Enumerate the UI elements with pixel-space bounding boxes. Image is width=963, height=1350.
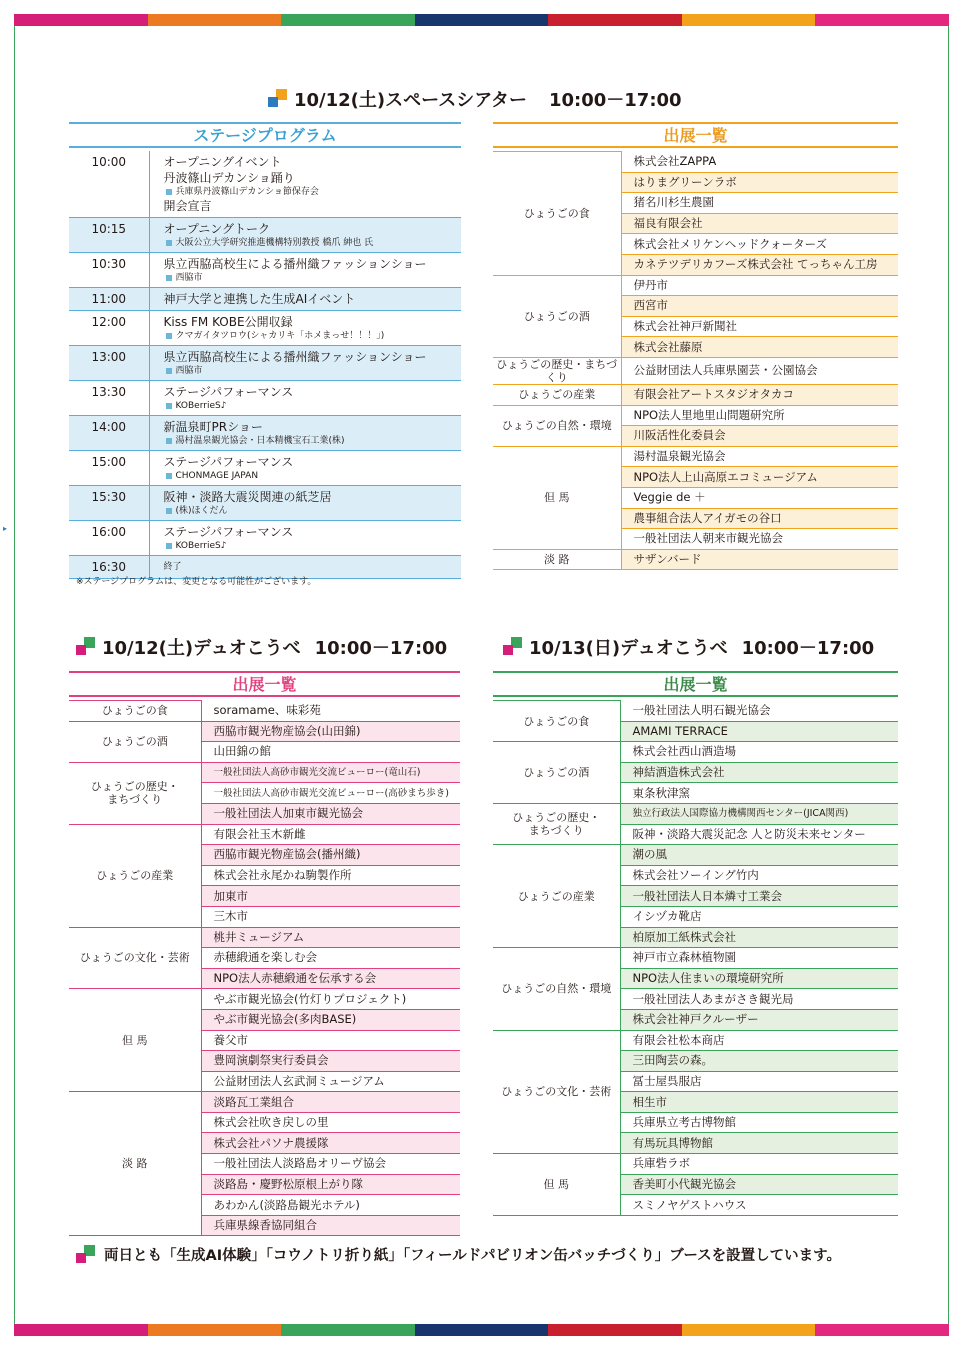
exhibitor-name: 香美町小代観光協会 [620, 1174, 898, 1195]
stage-time: 13:30 [69, 381, 149, 416]
exhibit1-table [493, 151, 898, 570]
exhibitor-name: 株式会社パソナ農援隊 [201, 1133, 460, 1154]
exhibitor-name: サザンバード [621, 549, 898, 570]
stage-time: 15:00 [69, 451, 149, 486]
stripe-segment [682, 14, 816, 26]
stage-performer: 西脇市 [164, 272, 462, 284]
stage-program [149, 521, 461, 556]
stage-event: 県立西脇高校生による播州織ファッションショー [163, 350, 427, 364]
section1-title: 10/12(土)スペースシアター [294, 90, 527, 111]
bullet-icon [166, 333, 172, 339]
stage-row [69, 218, 461, 253]
category-label: ひょうごの食 [523, 206, 590, 220]
stage-performer: 西脇市 [164, 365, 462, 377]
list-item-row [493, 275, 898, 296]
list-item-row [493, 1030, 898, 1051]
exhibitor-name: 西宮市 [621, 296, 898, 317]
stage-time: 10:30 [69, 253, 149, 288]
stage-note: ※ステージプログラムは、変更となる可能性がございます。 [76, 577, 317, 587]
exhibit1-title: 出展一覧 [493, 122, 898, 148]
exhibitor-name: やぶ市観光協会(竹灯りプロジェクト) [201, 989, 460, 1010]
exhibitor-name: イシヅカ靴店 [620, 906, 898, 927]
exhibitor-name: 一般社団法人高砂市観光交流ビューロー(竜山石) [201, 762, 460, 783]
exhibitor-name: 湯村温泉観光協会 [621, 446, 898, 467]
stage-row [69, 311, 461, 346]
stage-program [149, 253, 461, 288]
stage-event: ステージパフォーマンス [163, 525, 294, 539]
exhibitor-name: 一般社団法人あまがさき観光局 [620, 989, 898, 1010]
category-label: ひょうごの酒 [523, 309, 590, 323]
list-item-row [493, 803, 898, 824]
section1-header [268, 86, 682, 112]
category-label: ひょうごの歴史・ [512, 811, 601, 825]
list-item-row [69, 762, 460, 783]
list-item-row [493, 1154, 898, 1175]
category-label: ひょうごの食 [523, 714, 590, 728]
exhibit2-table [69, 700, 460, 1236]
bullet-icon [166, 240, 172, 246]
exhibitor-name: 兵庫県立考古博物館 [620, 1112, 898, 1133]
page-marker-icon: ▸ [3, 524, 8, 533]
stripe-segment [14, 1324, 148, 1336]
list-item-row [69, 927, 460, 948]
square-icon [76, 637, 96, 657]
stage-performer: 湯村温泉観光協会・日本精機宝石工業(株) [164, 435, 462, 447]
list-item-row [493, 446, 898, 467]
category-label: 淡 路 [122, 1157, 148, 1171]
bullet-icon [166, 368, 172, 374]
exhibitor-name: 有馬玩具博物館 [620, 1133, 898, 1154]
category-label: 但 馬 [544, 491, 570, 505]
category-label: ひょうごの文化・芸術 [79, 951, 190, 965]
stage-row [69, 288, 461, 311]
category-cell [493, 384, 621, 405]
stage-row [69, 346, 461, 381]
exhibitor-name: 相生市 [620, 1092, 898, 1113]
list-item-row [493, 384, 898, 405]
bullet-icon [166, 438, 172, 444]
stage-row [69, 451, 461, 486]
category-label: ひょうごの歴史・ [90, 780, 179, 794]
section2-title: 10/12(土)デュオこうべ [102, 638, 301, 659]
exhibitor-name: 独立行政法人国際協力機構関西センター(JICA関西) [620, 803, 898, 824]
exhibitor-name: 一般社団法人高砂市観光交流ビューロー(高砂まち歩き) [201, 783, 460, 804]
section2-header [76, 634, 447, 660]
exhibitor-name: 加東市 [201, 886, 460, 907]
stage-performer: クマガイタツロウ(シャカリキ「ホメまっせ！！！」) [164, 330, 462, 342]
stripe-segment [548, 14, 682, 26]
exhibitor-name: 養父市 [201, 1030, 460, 1051]
stage-event: オープニングイベント [163, 155, 282, 169]
exhibitor-name: 伊丹市 [621, 275, 898, 296]
stage-row [69, 416, 461, 451]
exhibitor-name: 三田陶芸の森。 [620, 1051, 898, 1072]
exhibitor-name: 淡路島・慶野松原根上がり隊 [201, 1174, 460, 1195]
section3-time: 10:00－17:00 [741, 638, 875, 659]
exhibitor-name: 株式会社西山酒造場 [620, 742, 898, 763]
list-item-row [493, 701, 898, 722]
list-item-row [493, 405, 898, 426]
exhibitor-name: Veggie de ＋ [621, 487, 898, 508]
stage-time: 15:30 [69, 486, 149, 521]
list-item-row [69, 989, 460, 1010]
exhibitor-name: 神戸市立森林植物園 [620, 948, 898, 969]
stage-row [69, 381, 461, 416]
exhibitor-name: 株式会社吹き戻しの里 [201, 1112, 460, 1133]
exhibitor-name: soramame、味彩苑 [201, 701, 460, 722]
exhibitor-name: 有限会社アートスタジオタカコ [621, 384, 898, 405]
stage-program [149, 218, 461, 253]
footer-note [76, 1244, 841, 1265]
stage-time: 16:30 [69, 556, 149, 579]
exhibitor-name: 公益財団法人玄武洞ミュージアム [201, 1071, 460, 1092]
exhibitor-name: 山田錦の館 [201, 742, 460, 763]
stage-program [149, 288, 461, 311]
exhibitor-name: 赤穂緞通を楽しむ会 [201, 948, 460, 969]
stage-event: 神戸大学と連携した生成AIイベント [163, 292, 356, 306]
exhibitor-name: 株式会社ZAPPA [621, 152, 898, 173]
bullet-icon [166, 473, 172, 479]
bullet-icon [166, 275, 172, 281]
stage-performer: 兵庫県丹波篠山デカンショ節保存会 [164, 186, 462, 198]
stripe-segment [148, 14, 282, 26]
category-cell [493, 948, 620, 1030]
exhibitor-name: 兵庫県線香協同組合 [201, 1215, 460, 1236]
stripe-segment [682, 1324, 816, 1336]
stage-performer: KOBerrieS♪ [164, 400, 462, 412]
list-item-row [493, 549, 898, 570]
stage-event: オープニングトーク [163, 222, 271, 236]
footer-text: 両日とも「生成AI体験」「コウノトリ折り紙」「フィールドパビリオン缶バッチづくり」ブースを設置しています。 [104, 1248, 841, 1264]
stage-title: ステージプログラム [69, 122, 461, 148]
list-item-row [493, 948, 898, 969]
exhibitor-name: カネテツデリカフーズ株式会社 てっちゃん工房 [621, 254, 898, 275]
exhibitor-name: はりまグリーンラボ [621, 172, 898, 193]
category-label: まちづくり [528, 824, 584, 838]
exhibit3-title: 出展一覧 [493, 671, 898, 697]
stage-time: 13:00 [69, 346, 149, 381]
category-cell [493, 742, 620, 804]
exhibitor-name: AMAMI TERRACE [620, 721, 898, 742]
bullet-icon [166, 189, 172, 195]
exhibitor-name: 一般社団法人朝来市観光協会 [621, 529, 898, 550]
exhibitor-name: 株式会社ソーイング竹内 [620, 865, 898, 886]
category-label: まちづくり [107, 793, 163, 807]
stage-program [149, 416, 461, 451]
stage-time: 16:00 [69, 521, 149, 556]
exhibitor-name: 一般社団法人日本燐寸工業会 [620, 886, 898, 907]
stage-row [69, 253, 461, 288]
category-label: 但 馬 [543, 1177, 569, 1191]
stage-time: 11:00 [69, 288, 149, 311]
stage-program [149, 451, 461, 486]
exhibitor-name: やぶ市観光協会(多肉BASE) [201, 1009, 460, 1030]
exhibitor-name: 有限会社玉木新雌 [201, 824, 460, 845]
stripe-segment [815, 14, 949, 26]
exhibitor-name: 兵庫砦ラボ [620, 1154, 898, 1175]
exhibitor-name: 公益財団法人兵庫県園芸・公園協会 [621, 357, 898, 384]
stage-event: 阪神・淡路大震災関連の紙芝居 [163, 490, 332, 504]
category-cell [69, 927, 201, 989]
stage-row [69, 521, 461, 556]
exhibitor-name: 西脇市観光物産協会(山田錦) [201, 721, 460, 742]
exhibitor-name: 猪名川杉生農園 [621, 193, 898, 214]
category-cell [493, 1154, 620, 1216]
list-item-row [493, 742, 898, 763]
list-item-row [69, 701, 460, 722]
square-icon [503, 637, 523, 657]
section2-time: 10:00－17:00 [314, 638, 448, 659]
exhibitor-name: 東条秋津窯 [620, 783, 898, 804]
stage-event: 開会宣言 [163, 199, 212, 213]
stage-program [149, 311, 461, 346]
list-item-row [69, 1092, 460, 1113]
category-label: ひょうごの食 [101, 704, 168, 718]
category-label: ひょうごの酒 [523, 766, 590, 780]
exhibitor-name: 阪神・淡路大震災記念 人と防災未来センター [620, 824, 898, 845]
exhibitor-name: 三木市 [201, 906, 460, 927]
category-cell [69, 701, 201, 722]
stage-program [149, 486, 461, 521]
category-label: ひょうごの産業 [517, 889, 595, 903]
stripe-segment [815, 1324, 949, 1336]
stage-performer: CHONMAGE JAPAN [164, 470, 462, 482]
stage-event: 終了 [163, 562, 182, 572]
exhibitor-name: 株式会社神戸新聞社 [621, 316, 898, 337]
section3-header [503, 634, 874, 660]
stage-time: 10:00 [69, 151, 149, 218]
exhibitor-name: 有限会社松本商店 [620, 1030, 898, 1051]
exhibitor-name: 一般社団法人加東市観光協会 [201, 803, 460, 824]
exhibitor-name: 冨士屋呉服店 [620, 1071, 898, 1092]
square-icon [268, 89, 288, 109]
exhibitor-name: 一般社団法人淡路島オリーヴ協会 [201, 1154, 460, 1175]
category-cell [69, 762, 201, 824]
top-color-stripe [14, 14, 949, 26]
exhibitor-name: 柏原加工紙株式会社 [620, 927, 898, 948]
category-label: 淡 路 [544, 552, 570, 566]
category-cell [493, 405, 621, 446]
category-cell [493, 275, 621, 357]
category-cell [493, 845, 620, 948]
list-item-row [493, 357, 898, 384]
stage-event: Kiss FM KOBE公開収録 [163, 315, 293, 329]
category-cell [69, 989, 201, 1092]
exhibitor-name: NPO法人上山高原エコミュージアム [621, 467, 898, 488]
stripe-segment [148, 1324, 282, 1336]
stage-event: ステージパフォーマンス [163, 455, 294, 469]
stage-time: 12:00 [69, 311, 149, 346]
list-item-row [69, 824, 460, 845]
exhibitor-name: 神結酒造株式会社 [620, 762, 898, 783]
stage-program-table [69, 151, 461, 579]
exhibitor-name: 株式会社メリケンヘッドクォーターズ [621, 234, 898, 255]
list-item-row [493, 152, 898, 173]
bullet-icon [166, 508, 172, 514]
stripe-segment [415, 14, 549, 26]
stage-event: 県立西脇高校生による播州織ファッションショー [163, 257, 427, 271]
exhibitor-name: NPO法人住まいの環境研究所 [620, 968, 898, 989]
stage-program [149, 346, 461, 381]
exhibitor-name: 西脇市観光物産協会(播州織) [201, 845, 460, 866]
exhibit3-table [493, 700, 898, 1216]
bottom-color-stripe [14, 1324, 949, 1336]
category-label: ひょうごの文化・芸術 [501, 1085, 612, 1099]
category-cell [69, 1092, 201, 1236]
bullet-icon [166, 543, 172, 549]
exhibitor-name: NPO法人赤穂緞通を伝承する会 [201, 968, 460, 989]
exhibitor-name: NPO法人里地里山問題研究所 [621, 405, 898, 426]
exhibitor-name: 株式会社永尾かね駒製作所 [201, 865, 460, 886]
exhibitor-name: 農事組合法人アイガモの谷口 [621, 508, 898, 529]
section1-time: 10:00－17:00 [548, 90, 682, 111]
stripe-segment [548, 1324, 682, 1336]
category-label: ひょうごの産業 [96, 869, 174, 883]
exhibitor-name: 豊岡演劇祭実行委員会 [201, 1051, 460, 1072]
list-item-row [69, 721, 460, 742]
category-cell [69, 721, 201, 762]
stage-event: 新温泉町PRショー [163, 420, 263, 434]
list-item-row [493, 845, 898, 866]
stripe-segment [415, 1324, 549, 1336]
category-label: ひょうごの自然・環境 [501, 419, 612, 433]
category-label: ひょうごの自然・環境 [501, 982, 612, 996]
category-cell [493, 549, 621, 570]
category-cell [493, 701, 620, 742]
category-cell [493, 357, 621, 384]
square-icon [76, 1245, 96, 1265]
stage-row [69, 486, 461, 521]
stage-event: ステージパフォーマンス [163, 385, 294, 399]
stripe-segment [14, 14, 148, 26]
stage-performer: 大阪公立大学研究推進機構特別教授 橋爪 紳也 氏 [164, 237, 462, 249]
category-label: 但 馬 [122, 1033, 148, 1047]
stage-time: 14:00 [69, 416, 149, 451]
exhibitor-name: あわかん(淡路島観光ホテル) [201, 1195, 460, 1216]
stage-time: 10:15 [69, 218, 149, 253]
category-label: ひょうごの歴史・まちづくり [496, 357, 618, 384]
exhibitor-name: 株式会社藤原 [621, 337, 898, 358]
exhibitor-name: 桃井ミュージアム [201, 927, 460, 948]
exhibitor-name: 株式会社神戸クルーザー [620, 1009, 898, 1030]
category-cell [493, 803, 620, 844]
exhibitor-name: 一般社団法人明石観光協会 [620, 701, 898, 722]
exhibitor-name: 淡路瓦工業組合 [201, 1092, 460, 1113]
stage-event: 丹波篠山デカンショ踊り [163, 171, 295, 185]
category-label: ひょうごの産業 [518, 388, 596, 402]
category-cell [493, 446, 621, 549]
stage-program [149, 381, 461, 416]
exhibitor-name: 潮の風 [620, 845, 898, 866]
stage-program [149, 151, 461, 218]
stripe-segment [281, 14, 415, 26]
exhibitor-name: 福良有限会社 [621, 213, 898, 234]
category-cell [69, 824, 201, 927]
exhibit2-title: 出展一覧 [69, 671, 460, 697]
stage-performer: KOBerrieS♪ [164, 540, 462, 552]
exhibitor-name: スミノヤゲストハウス [620, 1195, 898, 1216]
category-label: ひょうごの酒 [101, 735, 168, 749]
category-cell [493, 152, 621, 276]
stage-row [69, 151, 461, 218]
stage-performer: (株)ほくだん [164, 505, 462, 517]
stripe-segment [281, 1324, 415, 1336]
category-cell [493, 1030, 620, 1154]
exhibitor-name: 川阪活性化委員会 [621, 426, 898, 447]
bullet-icon [166, 403, 172, 409]
section3-title: 10/13(日)デュオこうべ [529, 638, 728, 659]
